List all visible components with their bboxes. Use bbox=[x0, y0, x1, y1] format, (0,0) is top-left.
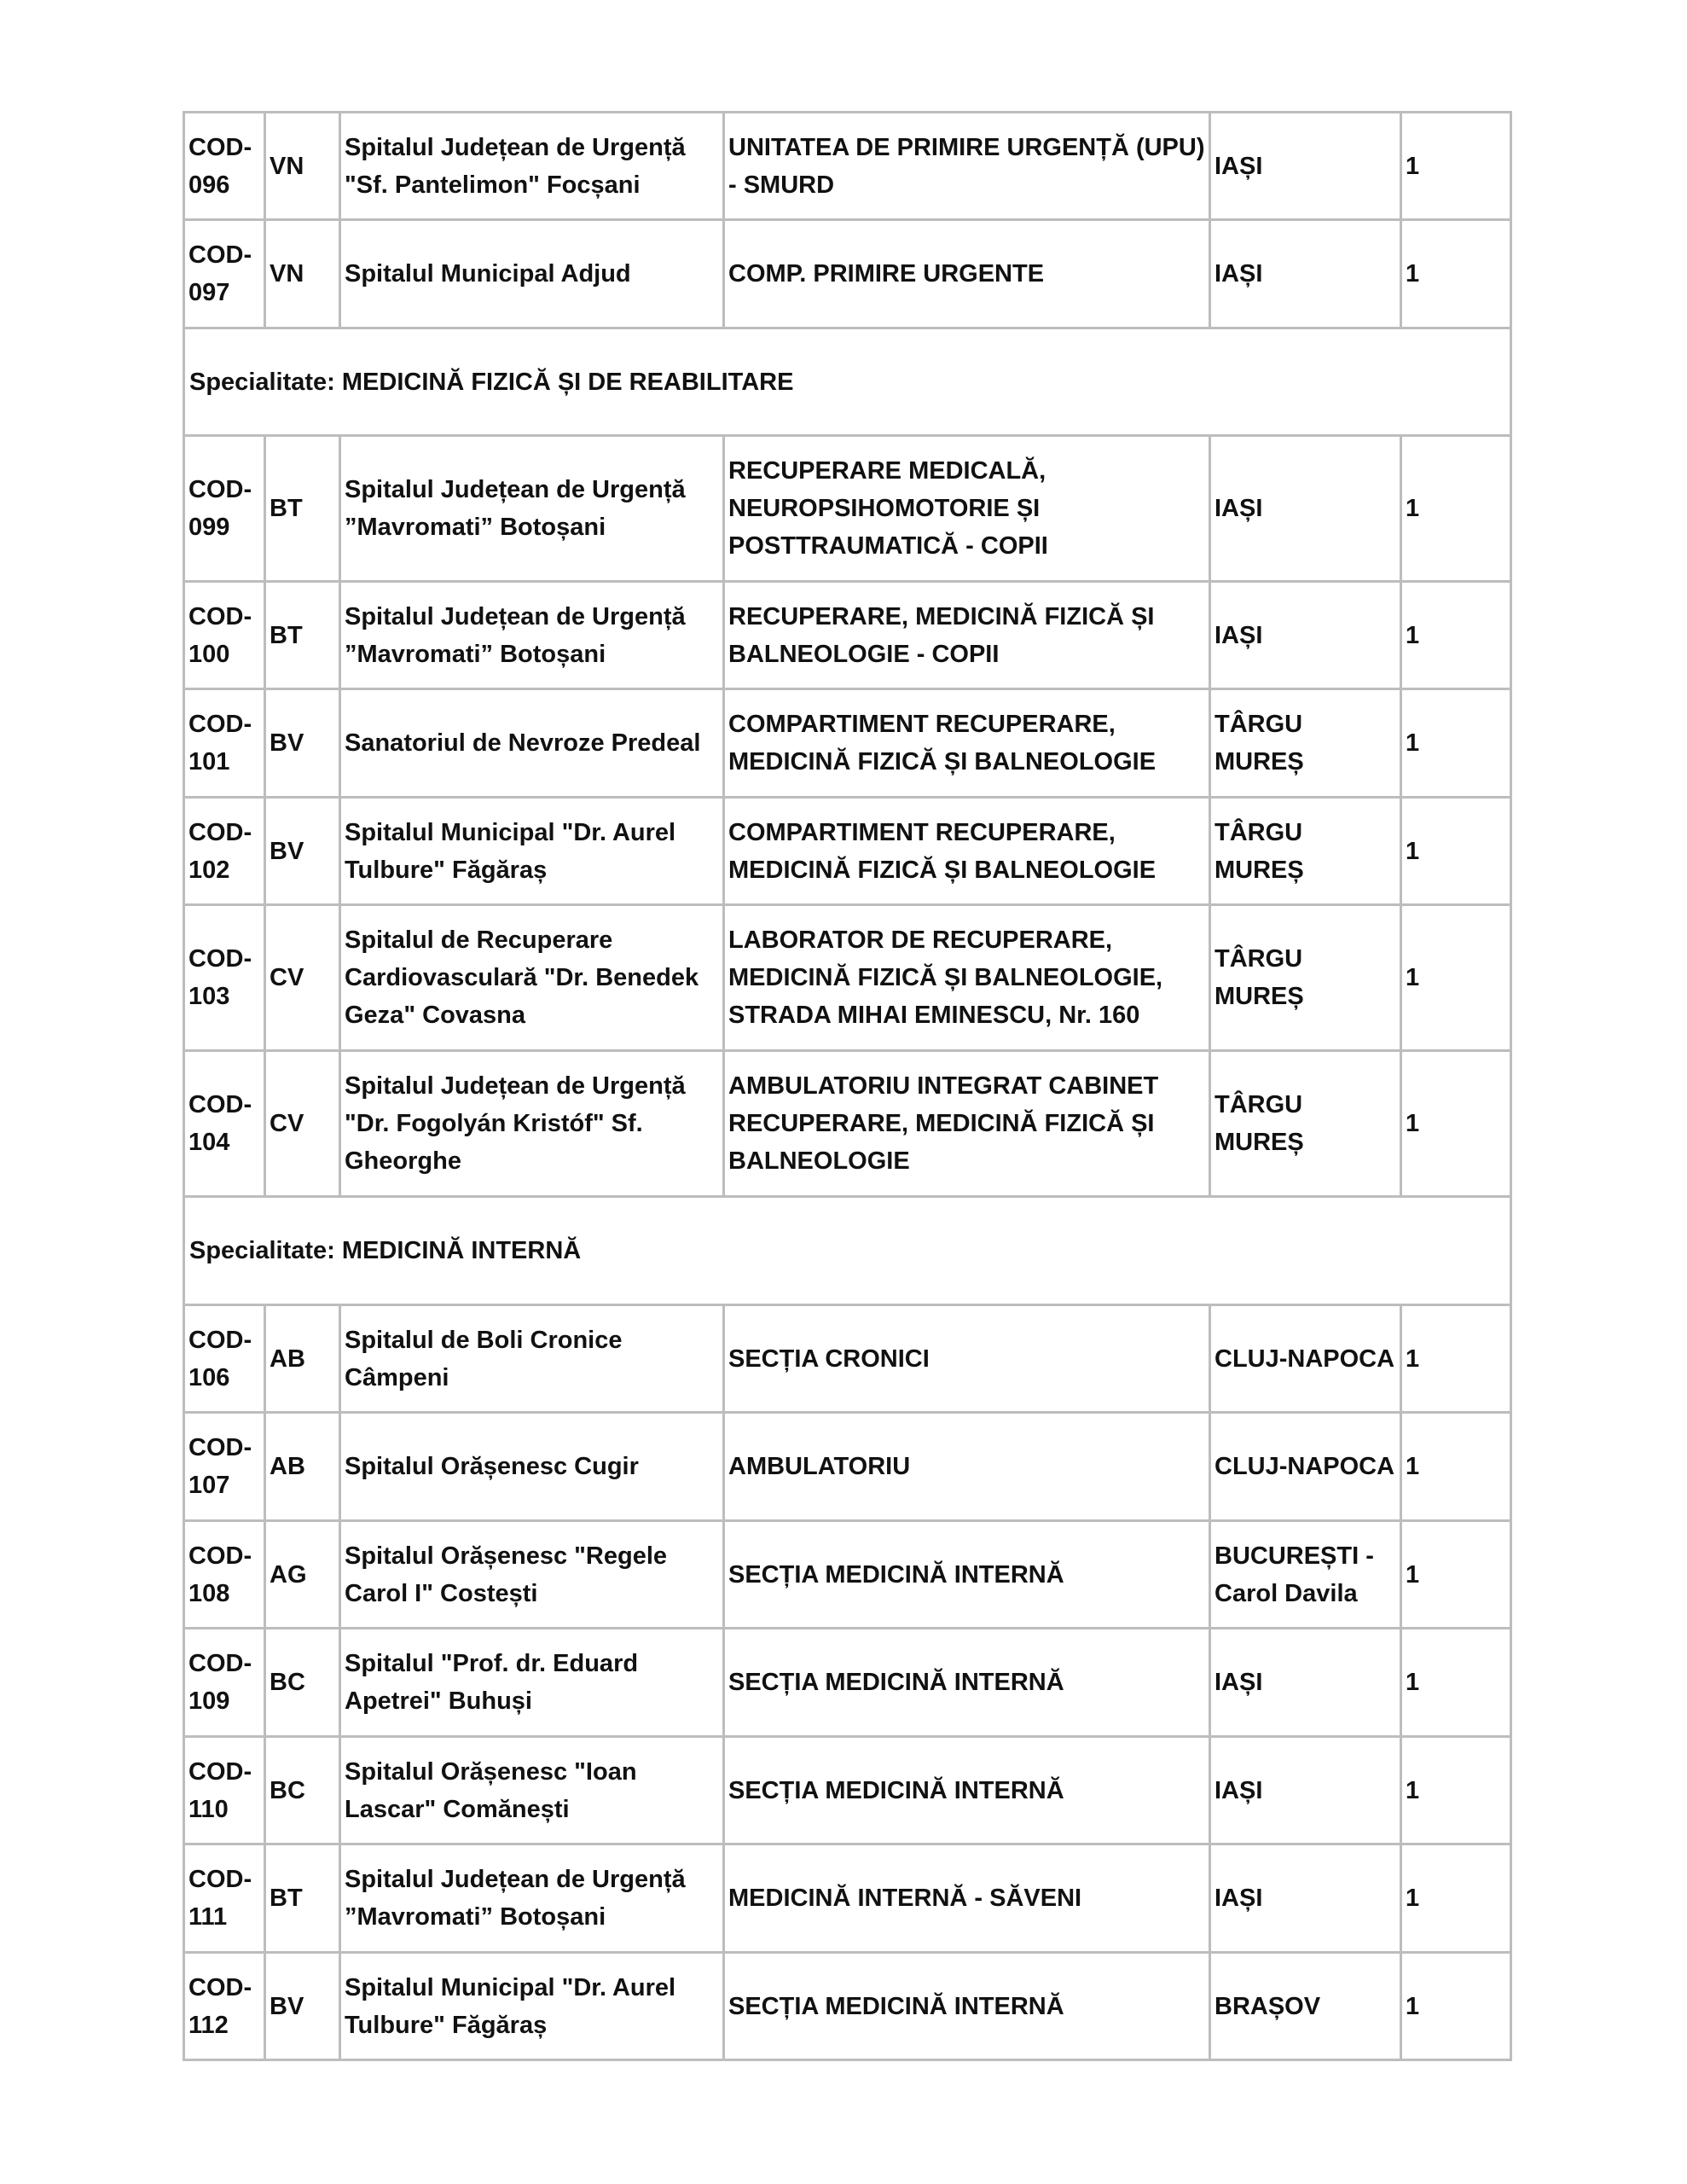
count-cell: 1 bbox=[1401, 689, 1511, 798]
table-row bbox=[184, 1737, 1511, 1844]
table-row bbox=[184, 220, 1511, 328]
code-cell: COD-097 bbox=[184, 220, 265, 328]
table-body bbox=[184, 113, 1511, 2060]
hospital-cell: Spitalul Județean de Urgență "Dr. Fogolyán Kristóf" Sf. Gheorghe bbox=[340, 1051, 724, 1197]
center-cell: IAȘI bbox=[1210, 220, 1401, 328]
county-cell: BV bbox=[265, 689, 340, 798]
section-cell: MEDICINĂ INTERNĂ - SĂVENI bbox=[724, 1844, 1210, 1953]
code-cell: COD-103 bbox=[184, 905, 265, 1051]
hospital-cell: Spitalul Municipal "Dr. Aurel Tulbure" Făgăraș bbox=[340, 798, 724, 905]
section-cell: SECȚIA CRONICI bbox=[724, 1305, 1210, 1413]
section-cell: SECȚIA MEDICINĂ INTERNĂ bbox=[724, 1737, 1210, 1844]
count-cell: 1 bbox=[1401, 113, 1511, 220]
table-row bbox=[184, 1953, 1511, 2060]
hospital-cell: Spitalul "Prof. dr. Eduard Apetrei" Buhuși bbox=[340, 1629, 724, 1737]
code-cell: COD-096 bbox=[184, 113, 265, 220]
hospital-cell: Spitalul Județean de Urgență ”Mavromati” Botoșani bbox=[340, 436, 724, 582]
county-cell: BV bbox=[265, 1953, 340, 2060]
table-row bbox=[184, 1413, 1511, 1521]
specialty-heading: Specialitate: MEDICINĂ INTERNĂ bbox=[184, 1197, 1511, 1305]
section-cell: RECUPERARE, MEDICINĂ FIZICĂ ȘI BALNEOLOGIE - COPII bbox=[724, 582, 1210, 689]
center-cell: IAȘI bbox=[1210, 113, 1401, 220]
county-cell: AB bbox=[265, 1305, 340, 1413]
county-cell: BC bbox=[265, 1737, 340, 1844]
hospital-cell: Spitalul Orășenesc "Regele Carol I" Costești bbox=[340, 1521, 724, 1629]
count-cell: 1 bbox=[1401, 1737, 1511, 1844]
table-row bbox=[184, 798, 1511, 905]
section-cell: SECȚIA MEDICINĂ INTERNĂ bbox=[724, 1953, 1210, 2060]
code-cell: COD-102 bbox=[184, 798, 265, 905]
count-cell: 1 bbox=[1401, 582, 1511, 689]
county-cell: BC bbox=[265, 1629, 340, 1737]
hospital-cell: Spitalul de Recuperare Cardiovasculară "Dr. Benedek Geza" Covasna bbox=[340, 905, 724, 1051]
hospital-cell: Sanatoriul de Nevroze Predeal bbox=[340, 689, 724, 798]
code-cell: COD-110 bbox=[184, 1737, 265, 1844]
hospital-cell: Spitalul Municipal "Dr. Aurel Tulbure" Făgăraș bbox=[340, 1953, 724, 2060]
count-cell: 1 bbox=[1401, 1413, 1511, 1521]
county-cell: BV bbox=[265, 798, 340, 905]
county-cell: VN bbox=[265, 113, 340, 220]
code-cell: COD-108 bbox=[184, 1521, 265, 1629]
table-row bbox=[184, 1521, 1511, 1629]
table-row bbox=[184, 436, 1511, 582]
county-cell: CV bbox=[265, 1051, 340, 1197]
center-cell: IAȘI bbox=[1210, 1629, 1401, 1737]
table-row bbox=[184, 1305, 1511, 1413]
positions-table bbox=[183, 111, 1512, 2061]
center-cell: CLUJ-NAPOCA bbox=[1210, 1305, 1401, 1413]
table-row bbox=[184, 1051, 1511, 1197]
hospital-cell: Spitalul Orășenesc Cugir bbox=[340, 1413, 724, 1521]
table-row bbox=[184, 1844, 1511, 1953]
count-cell: 1 bbox=[1401, 1844, 1511, 1953]
table-row bbox=[184, 905, 1511, 1051]
hospital-cell: Spitalul Orășenesc "Ioan Lascar" Comănești bbox=[340, 1737, 724, 1844]
section-cell: RECUPERARE MEDICALĂ, NEUROPSIHOMOTORIE ȘI POSTTRAUMATICĂ - COPII bbox=[724, 436, 1210, 582]
code-cell: COD-112 bbox=[184, 1953, 265, 2060]
count-cell: 1 bbox=[1401, 1953, 1511, 2060]
count-cell: 1 bbox=[1401, 1629, 1511, 1737]
code-cell: COD-099 bbox=[184, 436, 265, 582]
center-cell: TÂRGU MUREȘ bbox=[1210, 905, 1401, 1051]
center-cell: IAȘI bbox=[1210, 1844, 1401, 1953]
section-cell: COMPARTIMENT RECUPERARE, MEDICINĂ FIZICĂ ȘI BALNEOLOGIE bbox=[724, 689, 1210, 798]
code-cell: COD-107 bbox=[184, 1413, 265, 1521]
hospital-cell: Spitalul Județean de Urgență "Sf. Pantelimon" Focșani bbox=[340, 113, 724, 220]
section-cell: AMBULATORIU INTEGRAT CABINET RECUPERARE, MEDICINĂ FIZICĂ ȘI BALNEOLOGIE bbox=[724, 1051, 1210, 1197]
hospital-cell: Spitalul Județean de Urgență ”Mavromati” Botoșani bbox=[340, 1844, 724, 1953]
section-cell: AMBULATORIU bbox=[724, 1413, 1210, 1521]
county-cell: CV bbox=[265, 905, 340, 1051]
center-cell: TÂRGU MUREȘ bbox=[1210, 689, 1401, 798]
hospital-cell: Spitalul Municipal Adjud bbox=[340, 220, 724, 328]
county-cell: AB bbox=[265, 1413, 340, 1521]
section-cell: COMPARTIMENT RECUPERARE, MEDICINĂ FIZICĂ ȘI BALNEOLOGIE bbox=[724, 798, 1210, 905]
section-cell: UNITATEA DE PRIMIRE URGENȚĂ (UPU) - SMURD bbox=[724, 113, 1210, 220]
county-cell: VN bbox=[265, 220, 340, 328]
section-cell: SECȚIA MEDICINĂ INTERNĂ bbox=[724, 1629, 1210, 1737]
section-cell: SECȚIA MEDICINĂ INTERNĂ bbox=[724, 1521, 1210, 1629]
count-cell: 1 bbox=[1401, 798, 1511, 905]
hospital-cell: Spitalul Județean de Urgență ”Mavromati” Botoșani bbox=[340, 582, 724, 689]
county-cell: AG bbox=[265, 1521, 340, 1629]
table-row bbox=[184, 689, 1511, 798]
section-cell: COMP. PRIMIRE URGENTE bbox=[724, 220, 1210, 328]
table-row bbox=[184, 582, 1511, 689]
code-cell: COD-111 bbox=[184, 1844, 265, 1953]
specialty-row bbox=[184, 1197, 1511, 1305]
specialty-row bbox=[184, 328, 1511, 436]
count-cell: 1 bbox=[1401, 1521, 1511, 1629]
count-cell: 1 bbox=[1401, 905, 1511, 1051]
table-row bbox=[184, 1629, 1511, 1737]
code-cell: COD-104 bbox=[184, 1051, 265, 1197]
count-cell: 1 bbox=[1401, 220, 1511, 328]
center-cell: IAȘI bbox=[1210, 582, 1401, 689]
center-cell: CLUJ-NAPOCA bbox=[1210, 1413, 1401, 1521]
code-cell: COD-101 bbox=[184, 689, 265, 798]
county-cell: BT bbox=[265, 436, 340, 582]
center-cell: BUCUREȘTI - Carol Davila bbox=[1210, 1521, 1401, 1629]
center-cell: TÂRGU MUREȘ bbox=[1210, 1051, 1401, 1197]
code-cell: COD-109 bbox=[184, 1629, 265, 1737]
code-cell: COD-106 bbox=[184, 1305, 265, 1413]
section-cell: LABORATOR DE RECUPERARE, MEDICINĂ FIZICĂ ȘI BALNEOLOGIE, STRADA MIHAI EMINESCU, Nr. 160 bbox=[724, 905, 1210, 1051]
count-cell: 1 bbox=[1401, 1051, 1511, 1197]
table-row bbox=[184, 113, 1511, 220]
center-cell: IAȘI bbox=[1210, 436, 1401, 582]
center-cell: TÂRGU MUREȘ bbox=[1210, 798, 1401, 905]
county-cell: BT bbox=[265, 582, 340, 689]
specialty-heading: Specialitate: MEDICINĂ FIZICĂ ȘI DE REABILITARE bbox=[184, 328, 1511, 436]
count-cell: 1 bbox=[1401, 436, 1511, 582]
center-cell: BRAȘOV bbox=[1210, 1953, 1401, 2060]
center-cell: IAȘI bbox=[1210, 1737, 1401, 1844]
hospital-cell: Spitalul de Boli Cronice Câmpeni bbox=[340, 1305, 724, 1413]
county-cell: BT bbox=[265, 1844, 340, 1953]
code-cell: COD-100 bbox=[184, 582, 265, 689]
count-cell: 1 bbox=[1401, 1305, 1511, 1413]
